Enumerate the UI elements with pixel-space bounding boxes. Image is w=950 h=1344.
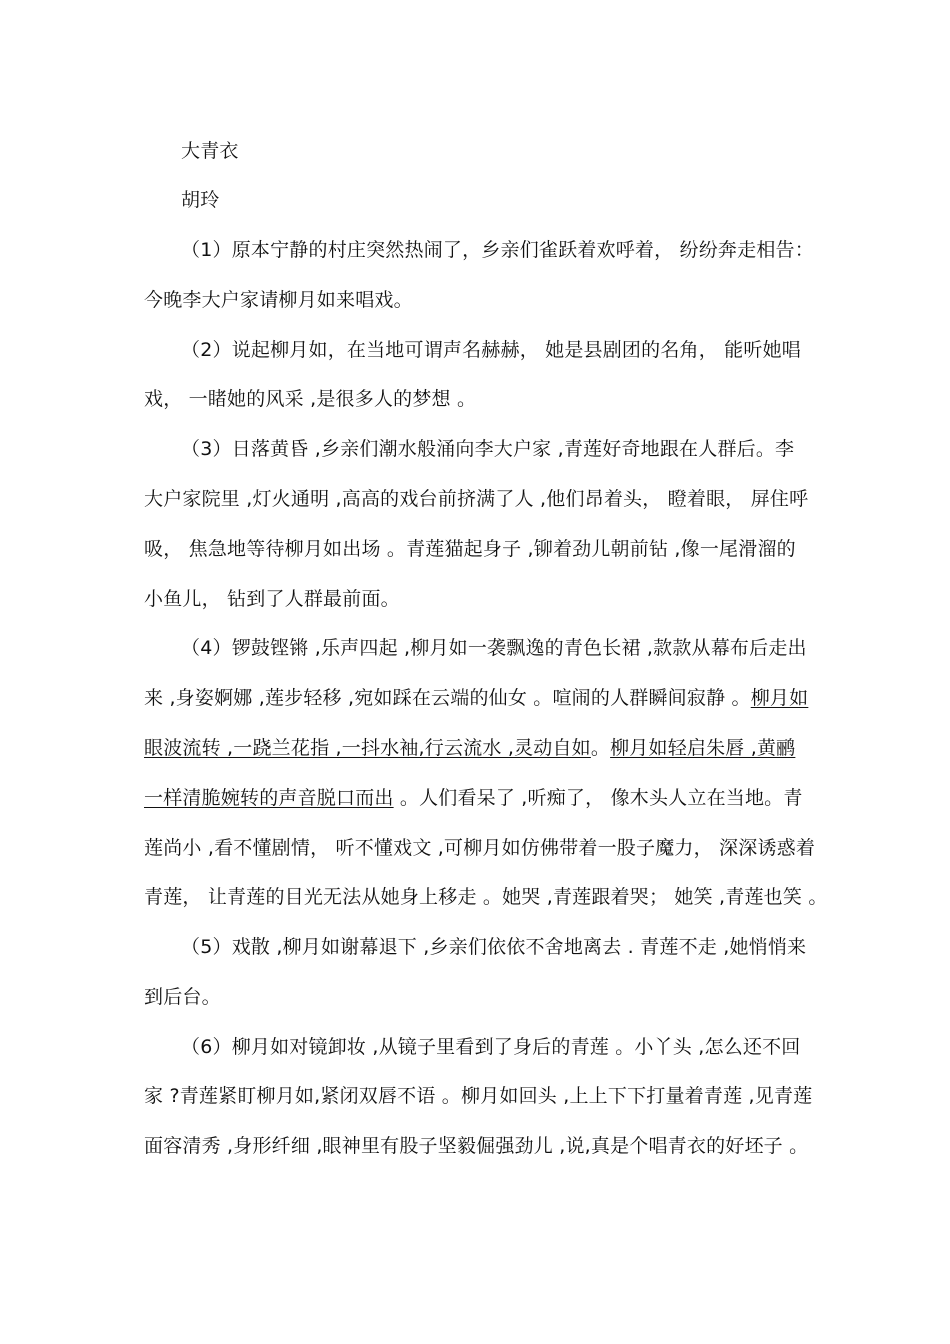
text-run: （5）戏散 ,柳月如谢幕退下 ,乡亲们依依不舍地离去 . 青莲不走 ,她悄悄来 — [181, 936, 807, 958]
text-line — [144, 536, 796, 562]
text-run: 。 — [590, 737, 611, 759]
text-run: 青莲， 让青莲的目光无法从她身上移走 。她哭 ,青莲跟着哭； 她笑 ,青莲也笑 。 — [144, 886, 828, 908]
text-run: 家 ?青莲紧盯柳月如,紧闭双唇不语 。柳月如回头 ,上上下下打量着青莲 ,见青莲 — [144, 1085, 813, 1107]
text-run: 。人们看呆了 ,听痴了， 像木头人立在当地。青 — [393, 787, 803, 809]
text-run: 戏， 一睹她的风采 ,是很多人的梦想 。 — [144, 388, 477, 410]
text-line — [144, 835, 815, 861]
text-run: 吸， 焦急地等待柳月如出场 。青莲猫起身子 ,铆着劲儿朝前钻 ,像一尾滑溜的 — [144, 538, 796, 560]
text-line — [181, 337, 801, 363]
text-line — [144, 1083, 812, 1109]
text-line — [181, 237, 814, 263]
text-line — [144, 287, 413, 313]
text-run: 面容清秀 ,身形纤细 ,眼神里有股子坚毅倔强劲儿 ,说,真是个唱青衣的好坯子 。 — [144, 1135, 809, 1157]
underlined-text: 眼波流转 ,一跷兰花指 ,一抖水袖,行云流水 ,灵动自如 — [144, 737, 591, 759]
text-run: （3）日落黄昏 ,乡亲们潮水般涌向李大户家 ,青莲好奇地跟在人群后。李 — [181, 438, 795, 460]
text-run: （2）说起柳月如，在当地可谓声名赫赫， 她是县剧团的名角， 能听她唱 — [181, 339, 801, 361]
text-line — [181, 635, 807, 661]
text-line — [181, 1034, 801, 1060]
underlined-text: 柳月如轻启朱唇 ,黄鹂 — [610, 737, 796, 759]
text-line — [144, 586, 400, 612]
text-run: 到后台。 — [144, 986, 221, 1008]
text-line — [181, 436, 794, 462]
text-run: （6）柳月如对镜卸妆 ,从镜子里看到了身后的青莲 。小丫头 ,怎么还不回 — [181, 1036, 801, 1058]
text-line — [144, 884, 828, 910]
text-run: 来 ,身姿婀娜 ,莲步轻移 ,宛如踩在云端的仙女 。喧闹的人群瞬间寂静 。 — [144, 687, 751, 709]
text-line — [144, 386, 476, 412]
text-line — [144, 685, 808, 711]
document-title: 大青衣 — [181, 140, 239, 162]
text-run: 莲尚小 ,看不懂剧情， 听不懂戏文 ,可柳月如仿佛带着一股子魔力， 深深诱惑着 — [144, 837, 816, 859]
text-line — [144, 735, 795, 761]
text-line — [181, 934, 806, 960]
text-run: 小鱼儿， 钻到了人群最前面。 — [144, 588, 400, 610]
text-run: （4）锣鼓铿锵 ,乐声四起 ,柳月如一袭飘逸的青色长裙 ,款款从幕布后走出 — [181, 637, 807, 659]
text-line — [144, 984, 221, 1010]
text-run: 今晚李大户家请柳月如来唱戏。 — [144, 289, 413, 311]
document-author: 胡玲 — [181, 189, 220, 211]
text-run: 大户家院里 ,灯火通明 ,高高的戏台前挤满了人 ,他们昂着头， 瞪着眼， 屏住呼 — [144, 488, 809, 510]
underlined-text: 一样清脆婉转的声音脱口而出 — [144, 787, 394, 809]
underlined-text: 柳月如 — [750, 687, 809, 709]
text-line — [144, 785, 803, 811]
text-line — [144, 486, 808, 512]
text-run: （1）原本宁静的村庄突然热闹了，乡亲们雀跃着欢呼着， 纷纷奔走相告： — [181, 239, 814, 261]
text-line — [144, 1133, 808, 1159]
